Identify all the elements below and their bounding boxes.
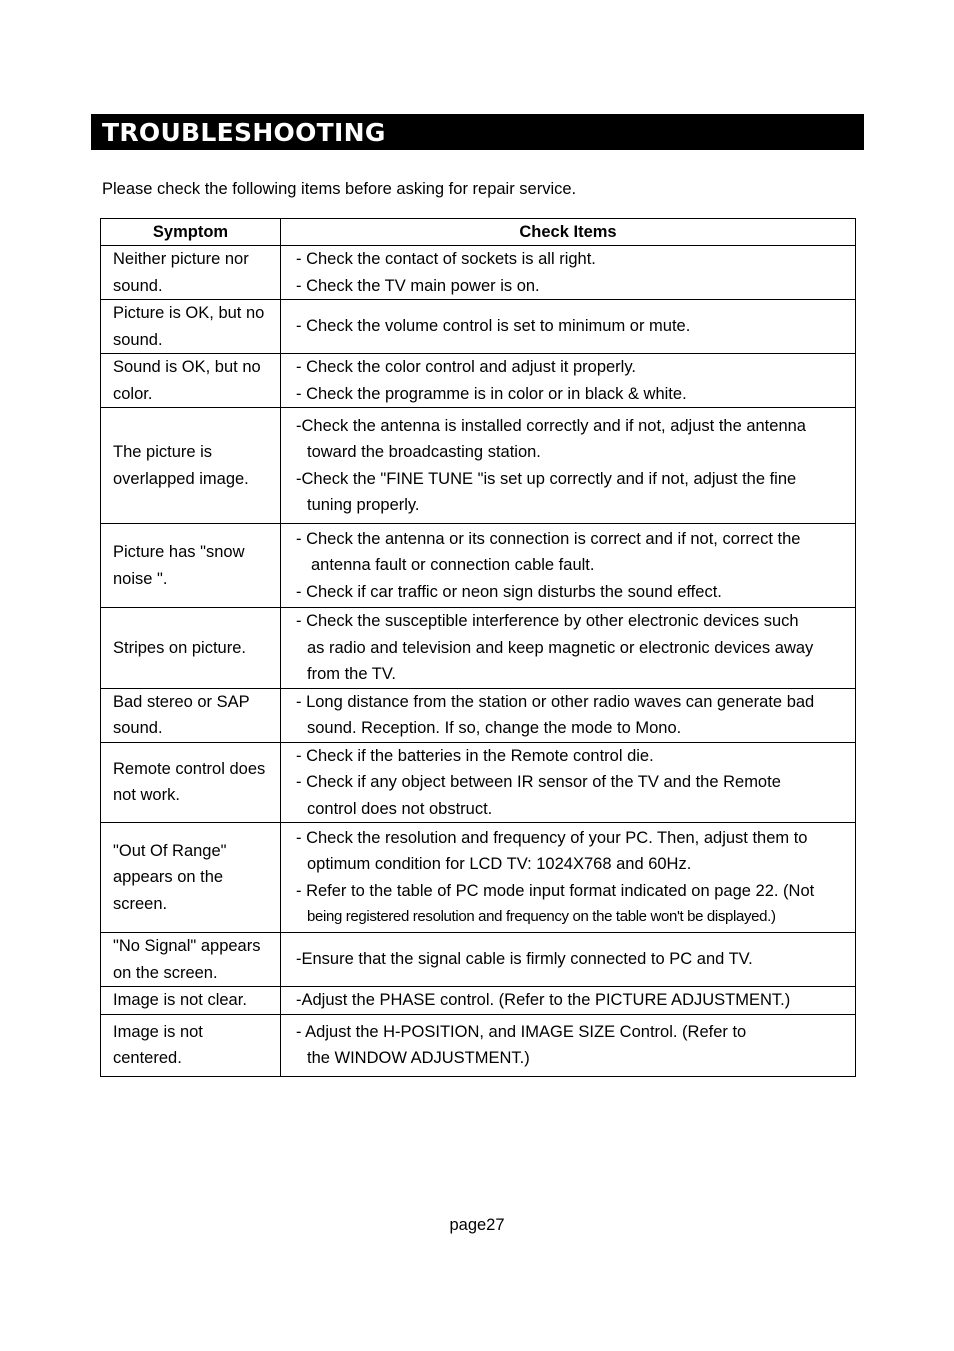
symptom-line: on the screen. (113, 963, 218, 982)
symptom-line: sound. (113, 330, 163, 349)
check-line: control does not obstruct. (307, 799, 493, 818)
symptom-line: Bad stereo or SAP (113, 692, 250, 711)
check-cell (281, 1014, 856, 1076)
check-line: -Check the "FINE TUNE "is set up correctly and if not, adjust the fine (296, 469, 797, 488)
symptom-line: Sound is OK, but no (113, 358, 261, 376)
table-row (101, 933, 856, 987)
check-line: - Check the color control and adjust it properly. (296, 358, 636, 376)
page-number: page27 (449, 1216, 505, 1234)
symptom-cell (101, 524, 281, 608)
check-line: antenna fault or connection cable fault. (311, 556, 595, 575)
table-row (101, 354, 856, 408)
symptom-line: Image is not (113, 1022, 203, 1041)
troubleshooting-table (100, 218, 856, 1077)
check-line: optimum condition for LCD TV: 1024X768 and 60Hz. (307, 855, 692, 873)
check-line: -Adjust the PHASE control. (Refer to the PICTURE ADJUSTMENT.) (296, 991, 791, 1009)
symptom-line: centered. (113, 1049, 182, 1067)
check-cell (281, 688, 856, 742)
symptom-cell (101, 688, 281, 742)
symptom-cell (101, 300, 281, 354)
table-row (101, 1014, 856, 1076)
intro-text: Please check the following items before asking for repair service. (102, 180, 577, 198)
check-line: from the TV. (307, 665, 396, 683)
check-line: the WINDOW ADJUSTMENT.) (307, 1049, 530, 1067)
symptom-line: "Out Of Range" (113, 841, 227, 860)
check-line: - Check the susceptible interference by other electronic devices such (296, 612, 799, 630)
check-line: - Long distance from the station or other radio waves can generate bad (296, 692, 815, 711)
symptom-line: The picture is (113, 443, 213, 461)
symptom-cell (101, 933, 281, 987)
table-row (101, 742, 856, 823)
symptom-line: "No Signal" appears (113, 937, 261, 955)
symptom-cell (101, 742, 281, 823)
check-line: - Check if any object between IR sensor of the TV and the Remote (296, 773, 781, 791)
table-row (101, 608, 856, 689)
table-header-row (101, 219, 856, 246)
symptom-line: appears on the (113, 868, 224, 887)
symptom-cell (101, 1014, 281, 1076)
symptom-line: Neither picture nor (113, 250, 249, 268)
symptom-line: Remote control does (113, 759, 266, 778)
table-row (101, 823, 856, 933)
symptom-cell (101, 608, 281, 689)
symptom-line: screen. (113, 894, 168, 913)
page-title: TROUBLESHOOTING (91, 114, 864, 150)
check-cell (281, 608, 856, 689)
symptom-line: sound. (113, 719, 163, 737)
check-cell (281, 300, 856, 354)
symptom-cell (101, 408, 281, 524)
check-cell (281, 408, 856, 524)
check-line: - Check if car traffic or neon sign disturbs the sound effect. (296, 582, 722, 601)
check-line: - Check the contact of sockets is all right. (296, 250, 596, 268)
check-cell (281, 987, 856, 1015)
symptom-line: Picture is OK, but no (113, 304, 265, 322)
symptom-cell (101, 987, 281, 1015)
check-line: - Check the TV main power is on. (296, 276, 540, 295)
check-line: -Ensure that the signal cable is firmly connected to PC and TV. (296, 950, 753, 969)
table-row (101, 300, 856, 354)
symptom-line: not work. (113, 786, 180, 805)
symptom-line: Image is not clear. (113, 991, 247, 1009)
check-cell (281, 524, 856, 608)
symptom-line: sound. (113, 276, 163, 295)
check-line: being registered resolution and frequency on the table won't be displayed.) (307, 908, 776, 925)
check-cell (281, 933, 856, 987)
table-row (101, 524, 856, 608)
check-line: tuning properly. (307, 496, 420, 514)
check-line: - Check the volume control is set to minimum or mute. (296, 317, 691, 336)
check-cell (281, 354, 856, 408)
symptom-line: overlapped image. (113, 469, 249, 488)
table-row (101, 987, 856, 1015)
table-row (101, 688, 856, 742)
header-check-items: Check Items (281, 219, 856, 246)
check-line: - Adjust the H-POSITION, and IMAGE SIZE Control. (Refer to (296, 1022, 747, 1041)
check-cell (281, 246, 856, 300)
check-line: as radio and television and keep magnetic or electronic devices away (307, 638, 814, 657)
symptom-line: color. (113, 384, 153, 403)
check-cell (281, 823, 856, 933)
check-line: - Check the resolution and frequency of your PC. Then, adjust them to (296, 828, 808, 847)
table-row (101, 246, 856, 300)
symptom-cell (101, 354, 281, 408)
symptom-line: Picture has "snow (113, 543, 245, 561)
check-cell (281, 742, 856, 823)
check-line: - Refer to the table of PC mode input format indicated on page 22. (Not (296, 881, 815, 900)
check-line: -Check the antenna is installed correctly and if not, adjust the antenna (296, 416, 806, 435)
header-symptom: Symptom (101, 219, 281, 246)
symptom-cell (101, 246, 281, 300)
table-row (101, 408, 856, 524)
check-line: toward the broadcasting station. (307, 443, 541, 461)
check-line: - Check the antenna or its connection is correct and if not, correct the (296, 529, 801, 548)
symptom-line: noise ". (113, 569, 168, 588)
check-line: - Check the programme is in color or in black & white. (296, 384, 687, 403)
symptom-line: Stripes on picture. (113, 638, 246, 657)
check-line: sound. Reception. If so, change the mode to Mono. (307, 719, 682, 737)
symptom-cell (101, 823, 281, 933)
check-line: - Check if the batteries in the Remote control die. (296, 746, 654, 765)
